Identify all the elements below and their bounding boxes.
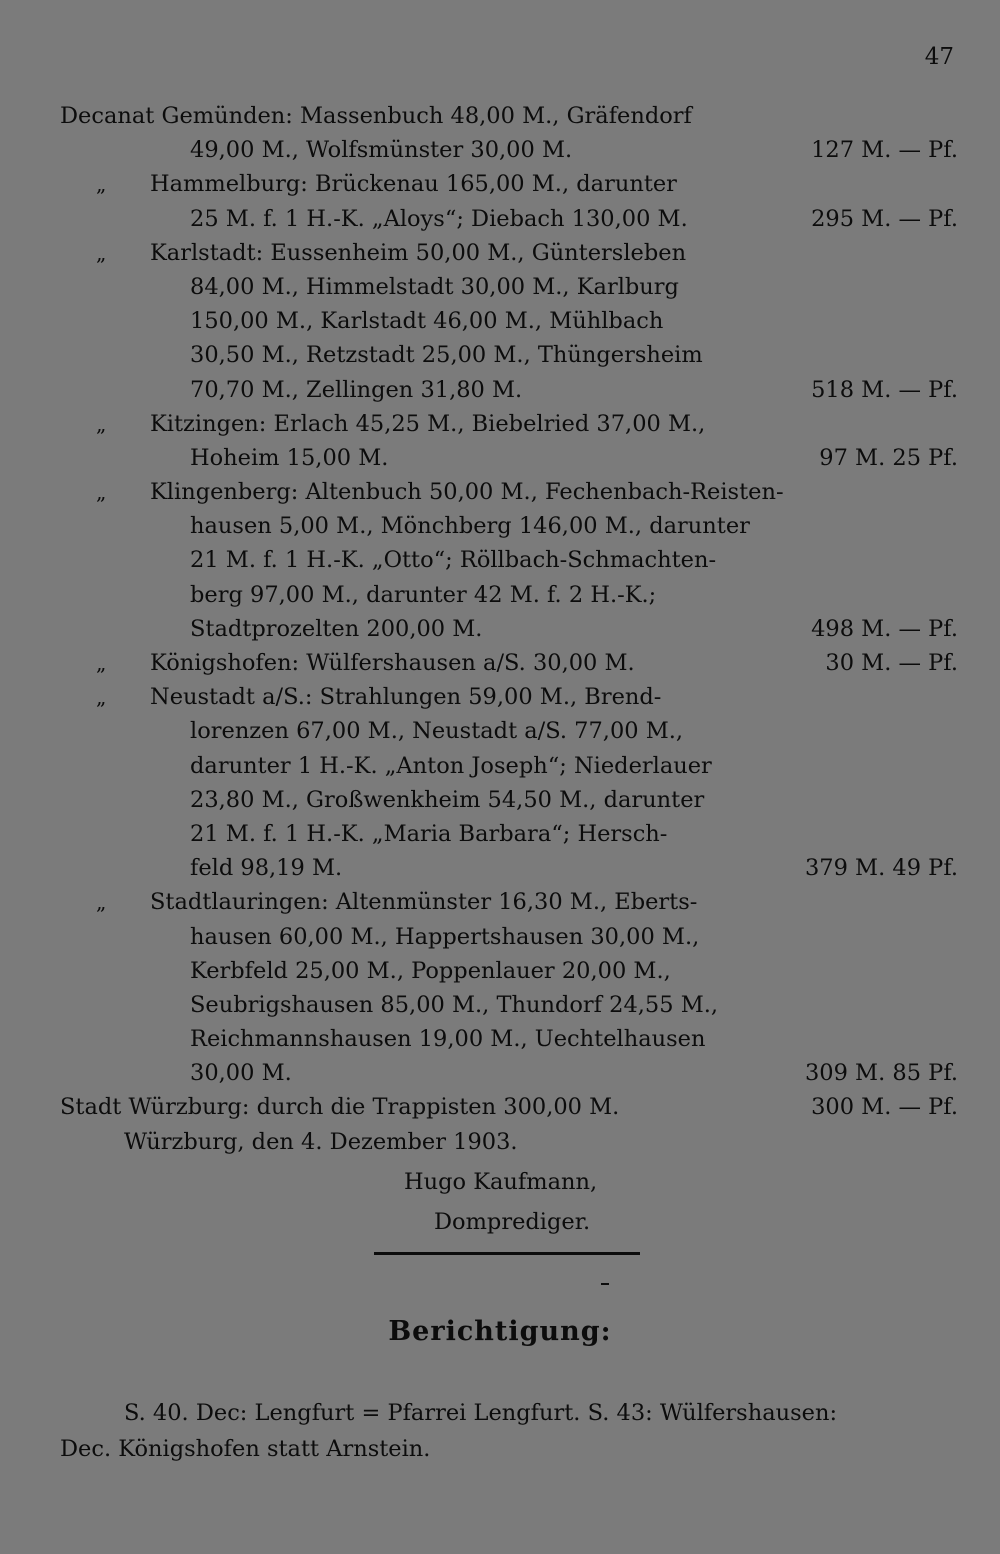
ditto-mark: „ [96,240,107,265]
donation-list [0,99,1000,1125]
entry-line [0,373,1000,407]
entry-line [0,988,1000,1022]
entry-line-text: 84,00 M., Himmelstadt 30,00 M., Karlburg [190,273,679,300]
entry-line [0,99,1000,133]
entry-line-text: 21 M. f. 1 H.-K. „Maria Barbara“; Hersch- [190,820,668,847]
entry-line [0,543,1000,577]
entry-line [0,817,1000,851]
closing-block [0,1122,1000,1242]
entry-line-text: Kerbfeld 25,00 M., Poppenlauer 20,00 M., [190,957,671,984]
entry-line [0,680,1000,714]
donation-entry [0,646,1000,680]
entry-amount: 518 M. — Pf. [811,376,958,403]
ditto-mark: „ [96,890,107,915]
entry-line-text: 49,00 M., Wolfsmünster 30,00 M. [190,137,573,164]
place-date: Würzburg, den 4. Dezember 1903. [124,1129,518,1155]
divider-mark [601,1283,609,1285]
correction-line-1: S. 40. Dec: Lengfurt = Pfarrei Lengfurt. S. 43: Wülfershausen: [124,1400,838,1426]
page-number: 47 [924,44,954,70]
donation-entry [0,475,1000,646]
donation-entry [0,680,1000,885]
entry-line [0,612,1000,646]
entry-line-text: Neustadt a/S.: Strahlungen 59,00 M., Brend- [150,684,662,711]
entry-amount: 30 M. — Pf. [825,650,958,676]
entry-line [0,236,1000,270]
ditto-mark: „ [96,651,107,675]
donation-entry [0,167,1000,235]
donation-entry [0,99,1000,167]
divider-rule [374,1252,640,1255]
entry-line-text: feld 98,19 M. [190,855,343,882]
entry-line [0,1090,1000,1124]
entry-line [0,167,1000,201]
entry-line-text: Stadtprozelten 200,00 M. [190,615,483,642]
entry-line [0,783,1000,817]
donation-entry [0,236,1000,407]
entry-line-text: Reichmannshausen 19,00 M., Uechtelhausen [190,1026,706,1053]
entry-line [0,304,1000,338]
entry-line-text: 150,00 M., Karlstadt 46,00 M., Mühlbach [190,308,664,335]
entry-line-text: hausen 5,00 M., Mönchberg 146,00 M., darunter [190,513,750,540]
entry-line [0,202,1000,236]
entry-line [0,270,1000,304]
entry-line-text: Klingenberg: Altenbuch 50,00 M., Fechenbach-Reisten- [150,479,784,506]
entry-line [0,338,1000,372]
entry-amount: 295 M. — Pf. [811,205,958,232]
entry-line-text: hausen 60,00 M., Happertshausen 30,00 M., [190,923,700,950]
entry-amount: 97 M. 25 Pf. [819,444,958,471]
entry-line-text: 30,50 M., Retzstadt 25,00 M., Thüngersheim [190,342,703,369]
entry-line [0,441,1000,475]
entry-line [0,920,1000,954]
entry-line [0,885,1000,919]
entry-line-text: Decanat Gemünden: Massenbuch 48,00 M., Gräfendorf [60,103,692,129]
entry-line [0,954,1000,988]
entry-line [0,509,1000,543]
entry-line [0,851,1000,885]
signature-name: Hugo Kaufmann, [404,1169,598,1195]
donation-entry [0,885,1000,1090]
entry-amount: 379 M. 49 Pf. [804,855,958,882]
entry-line [0,1056,1000,1090]
entry-line [0,578,1000,612]
entry-line-text: Stadtlauringen: Altenmünster 16,30 M., Eberts- [150,889,698,916]
entry-line [0,1022,1000,1056]
entry-line-text: Seubrigshausen 85,00 M., Thundorf 24,55 M., [190,991,719,1018]
entry-line-text: Karlstadt: Eussenheim 50,00 M., Güntersleben [150,239,687,266]
entry-line [0,407,1000,441]
entry-line-text: berg 97,00 M., darunter 42 M. f. 2 H.-K.; [190,581,657,608]
entry-line-text: 30,00 M. [190,1060,292,1087]
entry-line-text: Hoheim 15,00 M. [190,444,389,471]
entry-line [0,646,1000,680]
entry-line-text: lorenzen 67,00 M., Neustadt a/S. 77,00 M., [190,718,684,745]
ditto-mark: „ [96,411,107,436]
ditto-mark: „ [96,480,107,505]
ditto-mark: „ [96,172,107,197]
entry-amount: 498 M. — Pf. [811,615,958,642]
correction-block [0,1395,1000,1467]
entry-line [0,133,1000,167]
entry-line-text: Stadt Würzburg: durch die Trappisten 300,00 M. [60,1094,620,1121]
entry-line-text: darunter 1 H.-K. „Anton Joseph“; Niederlauer [190,752,712,779]
entry-amount: 300 M. — Pf. [811,1094,958,1121]
entry-line-text: 70,70 M., Zellingen 31,80 M. [190,376,523,403]
entry-amount: 309 M. 85 Pf. [804,1060,958,1087]
ditto-mark: „ [96,685,107,710]
entry-line-text: Königshofen: Wülfershausen a/S. 30,00 M. [150,650,635,676]
entry-line [0,714,1000,748]
correction-line-2: Dec. Königshofen statt Arnstein. [60,1436,431,1462]
entry-line-text: 23,80 M., Großwenkheim 54,50 M., darunter [190,786,705,813]
signature-title: Domprediger. [434,1209,591,1235]
entry-line-text: Hammelburg: Brückenau 165,00 M., darunter [150,171,677,198]
entry-line [0,749,1000,783]
correction-heading: Berichtigung: [388,1316,612,1347]
donation-entry [0,407,1000,475]
entry-amount: 127 M. — Pf. [811,137,958,164]
entry-line [0,475,1000,509]
entry-line-text: 21 M. f. 1 H.-K. „Otto“; Röllbach-Schmachten- [190,547,717,574]
entry-line-text: Kitzingen: Erlach 45,25 M., Biebelried 37,00 M., [150,410,706,437]
donation-entry [0,1090,1000,1124]
entry-line-text: 25 M. f. 1 H.-K. „Aloys“; Diebach 130,00 M. [190,205,688,232]
